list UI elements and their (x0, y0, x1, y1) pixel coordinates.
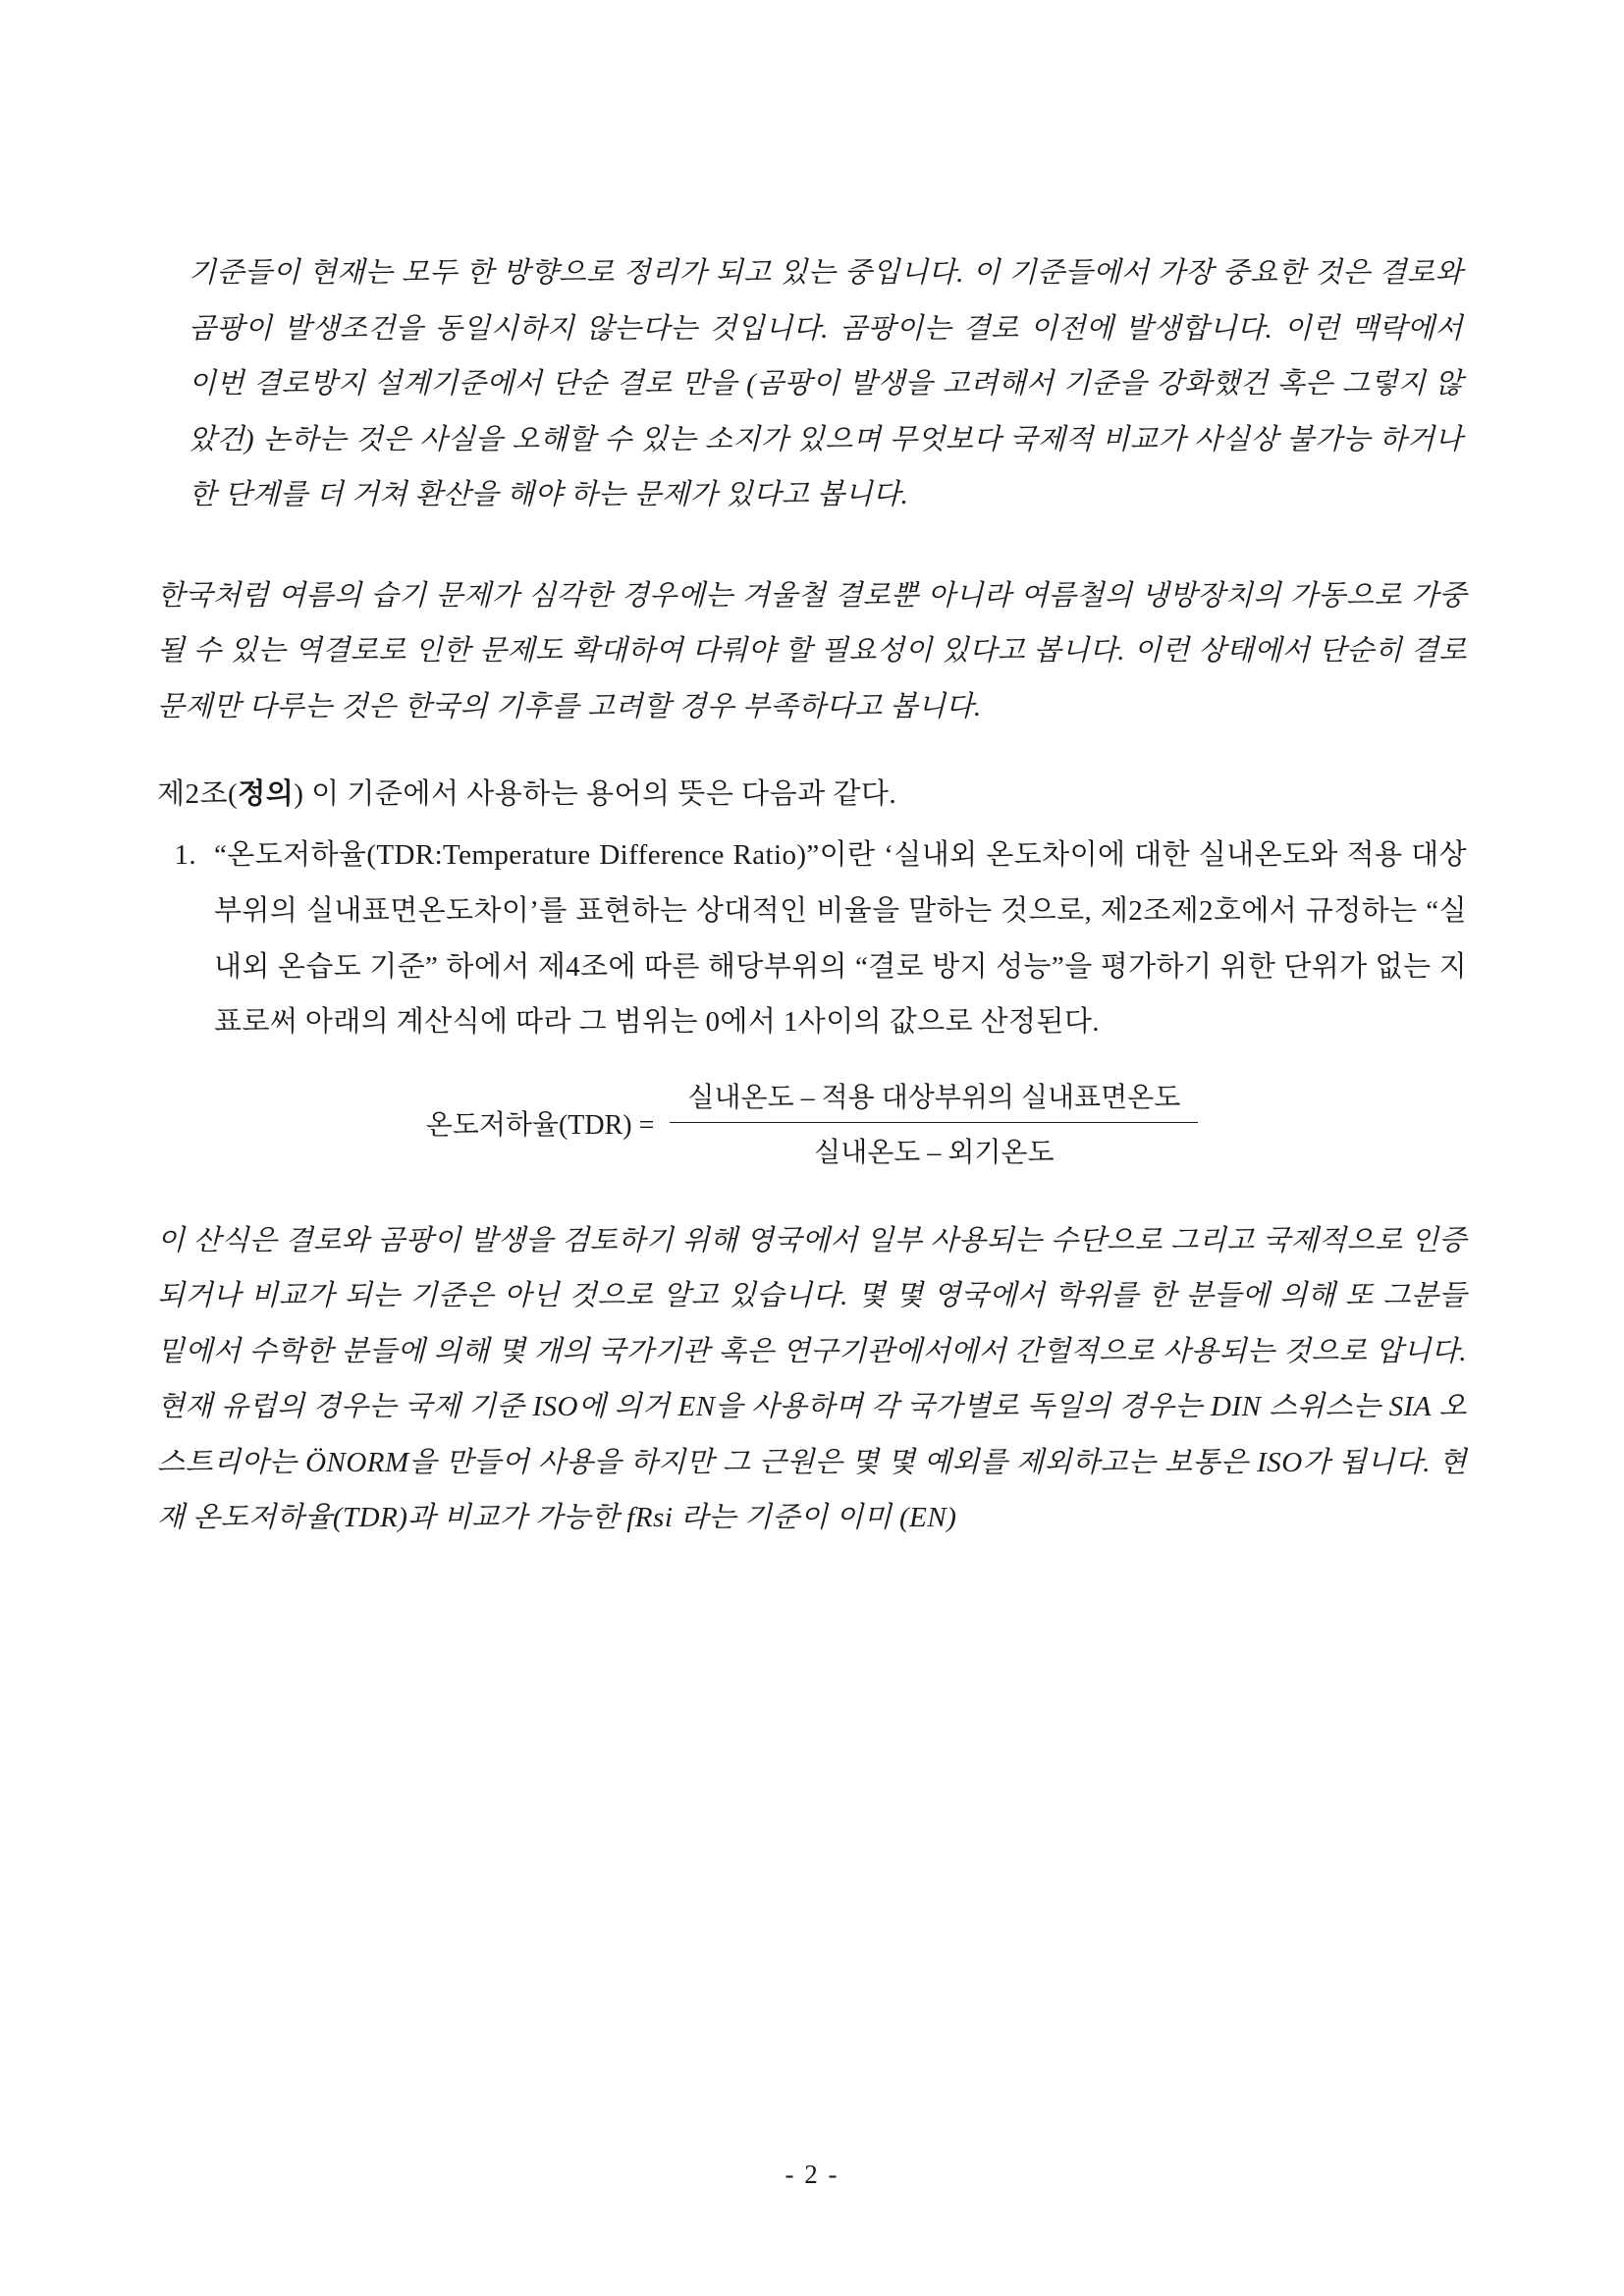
list-item-number: 1. (174, 839, 196, 872)
article-heading (157, 768, 1467, 822)
spacer (157, 1180, 1467, 1213)
formula-numerator: 실내온도 – 적용 대상부위의 실내표면온도 (687, 1082, 1181, 1113)
list-item-text: “온도저하율(TDR:Temperature Difference Ratio)”이란 ‘실내외 온도차이에 대한 실내온도와 적용 대상부위의 실내표면온도차이’를 표현하는 상대적인 비율을 말하는 것으로, 제2조제2호에서 규정하는 “실내외 온습도 기준” 하에서 제4조에 따른 해당부위의 “결로 방지 성능”을 평가하기 위한 단위가 없는 지표로써 아래의 계산식에 따라 그 범위는 0에서 1사이의 값으로 산정된다. (214, 839, 1467, 1039)
article-label-bold: 정의 (238, 778, 295, 811)
list-item (157, 828, 1467, 1049)
article-label-suffix: ) (294, 778, 304, 811)
page-number: - 2 - (785, 2160, 839, 2189)
paragraph-2: 한국처럼 여름의 습기 문제가 심각한 경우에는 겨울철 결로뿐 아니라 여름철의 냉방장치의 가동으로 가중될 수 있는 역결로로 인한 문제도 확대하여 다뤄야 할 필요성이 있다고 봅니다. 이런 상태에서 단순히 결로 문제만 다루는 것은 한국의 기후를 고려할 경우 부족하다고 봅니다. (157, 579, 1467, 722)
article-label-prefix: 제2조( (157, 778, 239, 811)
formula-tdr (157, 1076, 1467, 1170)
formula-fraction (670, 1076, 1198, 1170)
formula-denominator: 실내온도 – 외기온도 (814, 1137, 1055, 1168)
paragraph-3: 이 산식은 결로와 곰팡이 발생을 검토하기 위해 영국에서 일부 사용되는 수단으로 그리고 국제적으로 인증되거나 비교가 되는 기준은 아닌 것으로 알고 있습니다. 몇 몇 영국에서 학위를 한 분들에 의해 또 그분들 밑에서 수학한 분들에 의해 몇 개의 국가기관 혹은 연구기관에서에서 간헐적으로 사용되는 것으로 압니다. 현재 유럽의 경우는 국제 기준 ISO에 의거 EN을 사용하며 각 국가별로 독일의 경우는 DIN 스위스는 SIA 오스트리아는 ÖNORM을 만들어 사용을 하지만 그 근원은 몇 몇 예외를 제외하고는 보통은 ISO가 됩니다. 현재 온도저하율(TDR)과 비교가 가능한 fRsi 라는 기준이 이미 (EN) (157, 1224, 1467, 1534)
formula-left-side: 온도저하율(TDR) = (425, 1109, 655, 1141)
paragraph-1: 기준들이 현재는 모두 한 방향으로 정리가 되고 있는 중입니다. 이 기준들에서 가장 중요한 것은 결로와 곰팡이 발생조건을 동일시하지 않는다는 것입니다. 곰팡이는 결로 이전에 발생합니다. 이런 맥락에서 이번 결로방지 설계기준에서 단순 결로 만을 (곰팡이 발생을 고려해서 기준을 강화했건 혹은 그렇지 않았건) 논하는 것은 사실을 오해할 수 있는 소지가 있으며 무엇보다 국제적 비교가 사실상 불가능 하거나 한 단계를 더 거쳐 환산을 해야 하는 문제가 있다고 봅니다. (189, 257, 1463, 511)
spacer (157, 523, 1467, 568)
spacer (157, 734, 1467, 768)
article-text: 이 기준에서 사용하는 용어의 뜻은 다음과 같다. (303, 778, 897, 811)
